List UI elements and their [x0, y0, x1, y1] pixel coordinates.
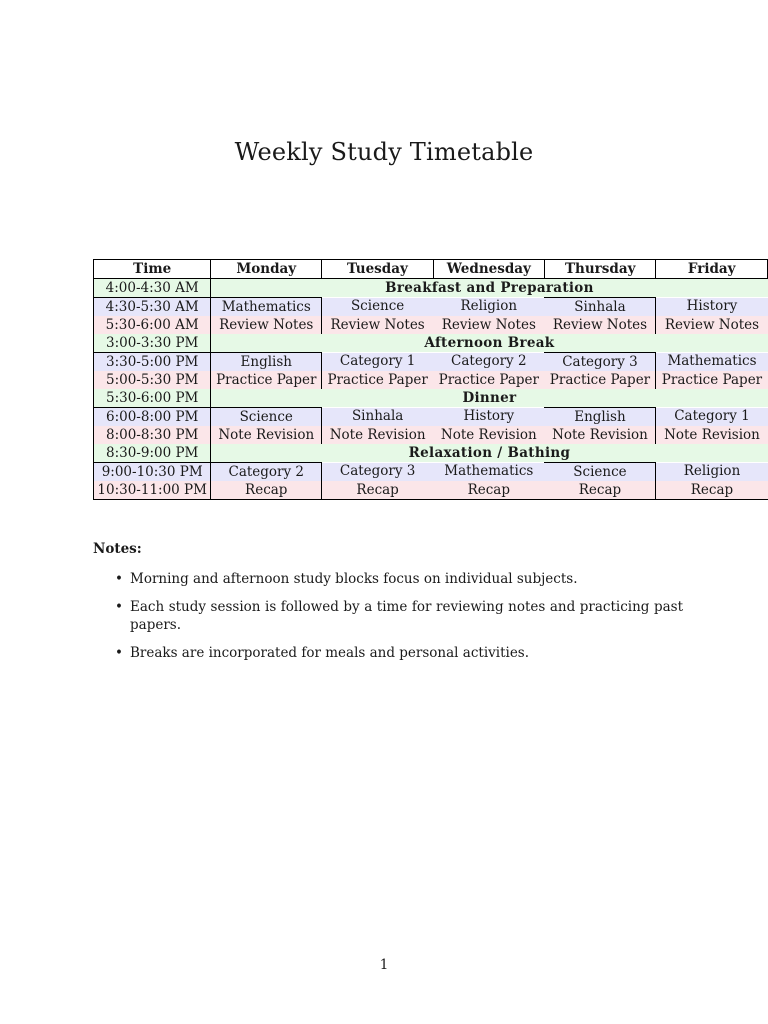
table-row: [94, 408, 768, 427]
table-cell: Category 3: [322, 463, 433, 482]
header-tuesday: Tuesday: [322, 260, 433, 279]
table-cell: Religion: [433, 298, 544, 317]
header-thursday: Thursday: [544, 260, 655, 279]
bullet-icon: •: [115, 599, 123, 615]
table-cell: Sinhala: [322, 408, 433, 427]
page-number: 1: [379, 957, 389, 973]
table-header-row: [94, 260, 768, 279]
table-row: [94, 279, 768, 298]
table-row: [94, 481, 768, 500]
note-text: Each study session is followed by a time for reviewing notes and practicing past papers.: [130, 599, 683, 633]
time-cell: 8:30-9:00 PM: [94, 444, 211, 463]
table-row: [94, 444, 768, 463]
table-row: [94, 298, 768, 317]
timetable: [93, 259, 768, 500]
table-cell: English: [544, 408, 655, 427]
note-text: Morning and afternoon study blocks focus on individual subjects.: [130, 570, 578, 587]
time-cell: 3:00-3:30 PM: [94, 334, 211, 353]
notes-heading: Notes:: [93, 541, 142, 557]
header-friday: Friday: [656, 260, 768, 279]
break-cell: Relaxation / Bathing: [211, 444, 768, 463]
notes-list: [93, 571, 683, 663]
table-cell: History: [433, 408, 544, 427]
note-text: Breaks are incorporated for meals and personal activities.: [130, 645, 530, 661]
table-cell: Note Revision: [322, 426, 433, 444]
table-row: [94, 463, 768, 482]
break-cell: Dinner: [211, 389, 768, 408]
table-row: [94, 353, 768, 372]
table-cell: Religion: [656, 463, 768, 482]
table-cell: History: [656, 298, 768, 317]
header-wednesday: Wednesday: [433, 260, 544, 279]
table-cell: Recap: [544, 481, 655, 500]
note-item: [93, 571, 683, 589]
time-cell: 4:00-4:30 AM: [94, 279, 211, 298]
table-cell: Review Notes: [656, 316, 768, 334]
table-cell: Practice Paper: [433, 371, 544, 389]
table-cell: Category 2: [433, 353, 544, 372]
table-cell: Practice Paper: [322, 371, 433, 389]
table-cell: Note Revision: [433, 426, 544, 444]
table-cell: English: [211, 353, 322, 372]
time-cell: 5:30-6:00 AM: [94, 316, 211, 334]
table-cell: Note Revision: [544, 426, 655, 444]
table-cell: Mathematics: [433, 463, 544, 482]
table-cell: Mathematics: [656, 353, 768, 372]
header-monday: Monday: [211, 260, 322, 279]
table-cell: Recap: [322, 481, 433, 500]
bullet-icon: •: [115, 570, 123, 587]
table-cell: Category 1: [322, 353, 433, 372]
table-cell: Category 3: [544, 353, 655, 372]
table-row: [94, 316, 768, 334]
table-cell: Sinhala: [544, 298, 655, 317]
table-cell: Review Notes: [322, 316, 433, 334]
note-item: [93, 645, 683, 663]
table-cell: Practice Paper: [211, 371, 322, 389]
time-cell: 5:30-6:00 PM: [94, 389, 211, 408]
table-cell: Mathematics: [211, 298, 322, 317]
time-cell: 6:00-8:00 PM: [94, 408, 211, 427]
break-cell: Afternoon Break: [211, 334, 768, 353]
time-cell: 9:00-10:30 PM: [94, 463, 211, 482]
table-cell: Review Notes: [433, 316, 544, 334]
table-cell: Note Revision: [211, 426, 322, 444]
time-cell: 8:00-8:30 PM: [94, 426, 211, 444]
table-cell: Science: [544, 463, 655, 482]
table-cell: Category 1: [656, 408, 768, 427]
time-cell: 5:00-5:30 PM: [94, 371, 211, 389]
page-title: Weekly Study Timetable: [234, 138, 534, 166]
table-cell: Recap: [656, 481, 768, 500]
table-cell: Science: [322, 298, 433, 317]
notes-section: [93, 541, 683, 674]
table-row: [94, 334, 768, 353]
break-cell: Breakfast and Preparation: [211, 279, 768, 298]
time-cell: 3:30-5:00 PM: [94, 353, 211, 372]
table-cell: Practice Paper: [656, 371, 768, 389]
table-row: [94, 371, 768, 389]
table-cell: Note Revision: [656, 426, 768, 444]
table-cell: Recap: [211, 481, 322, 500]
time-cell: 4:30-5:30 AM: [94, 298, 211, 317]
table-row: [94, 426, 768, 444]
table-cell: Practice Paper: [544, 371, 655, 389]
table-row: [94, 389, 768, 408]
table-cell: Review Notes: [544, 316, 655, 334]
table-cell: Review Notes: [211, 316, 322, 334]
note-item: [93, 599, 683, 634]
table-cell: Category 2: [211, 463, 322, 482]
time-cell: 10:30-11:00 PM: [94, 481, 211, 500]
table-cell: Science: [211, 408, 322, 427]
table-cell: Recap: [433, 481, 544, 500]
bullet-icon: •: [115, 645, 123, 661]
header-time: Time: [94, 260, 211, 279]
